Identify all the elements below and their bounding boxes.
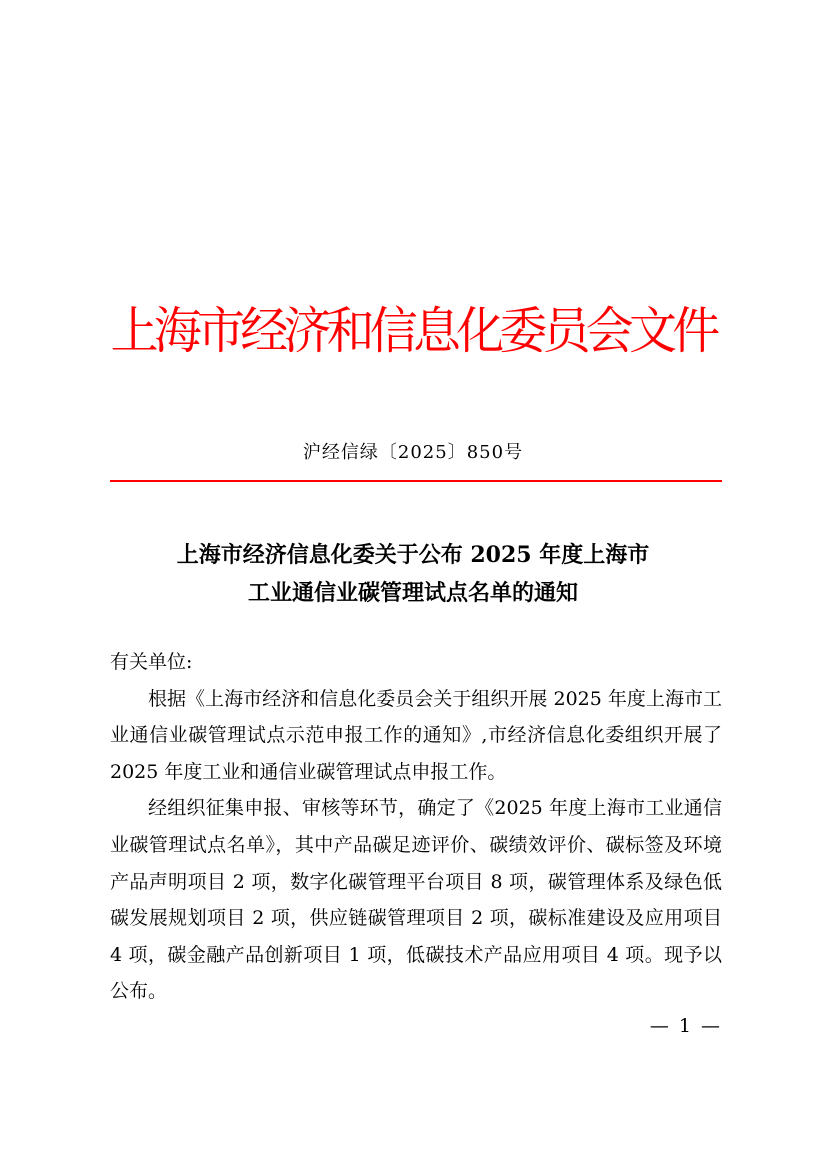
body-paragraph-2: 经组织征集申报、审核等环节，确定了《2025 年度上海市工业通信业碳管理试点名单》，其中产品碳足迹评价、碳绩效评价、碳标签及环境产品声明项目 2 项，数字化碳管理平台项目 8 项，碳管理体系及绿色低碳发展规划项目 2 项，供应链碳管理项目 2 项，碳标准建设及应用项目 4 项，碳金融产品创新项目 1 项，低碳技术产品应用项目 4 项。现予以公布。 bbox=[110, 797, 722, 1003]
salutation: 有关单位: bbox=[110, 651, 193, 673]
notice-title-line-1: 上海市经济信息化委关于公布 2025 年度上海市 bbox=[176, 542, 650, 568]
notice-title-line-2: 工业通信业碳管理试点名单的通知 bbox=[247, 580, 578, 606]
red-divider-rule bbox=[110, 480, 722, 482]
document-number: 沪经信绿〔2025〕850号 bbox=[302, 442, 524, 463]
notice-title bbox=[0, 536, 826, 612]
notice-body bbox=[110, 644, 722, 1010]
masthead-title: 上海市经济和信息化委员会文件 bbox=[110, 302, 716, 360]
body-paragraph-1: 根据《上海市经济和信息化委员会关于组织开展 2025 年度上海市工业通信业碳管理试点示范申报工作的通知》,市经济信息化委组织开展了 2025 年度工业和通信业碳管理试点申报工作。 bbox=[110, 687, 722, 783]
page-number: — 1 — bbox=[649, 1015, 722, 1037]
